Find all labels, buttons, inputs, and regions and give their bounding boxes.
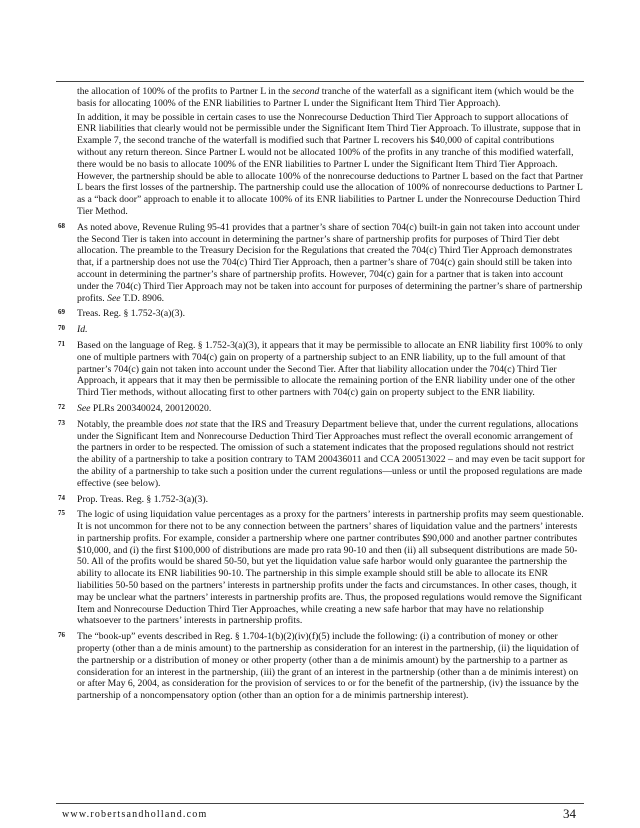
- footnote-number: 70: [58, 324, 65, 333]
- footnote-text: Treas. Reg. § 1.752-3(a)(3).: [77, 308, 186, 320]
- footnote-70: [57, 324, 585, 336]
- footnotes-body: [57, 86, 585, 702]
- footnote-74: [57, 494, 585, 506]
- footnote-text: Prop. Treas. Reg. § 1.752-3(a)(3).: [77, 493, 209, 505]
- emphasis-second: second: [292, 86, 320, 97]
- footnote-73: [57, 419, 585, 490]
- continued-footnote-text: the allocation of 100% of the profits to Partner L in the second tranche of the waterfall as a significant item (which would be the basis for allocating 100% of the ENR liabilities to Partner L under the Significant Item Third Tier Approach).: [77, 86, 574, 109]
- footnote-number: 72: [58, 402, 65, 411]
- footnote-number: 69: [58, 308, 65, 317]
- footnote-69: [57, 308, 585, 320]
- footnote-text: Based on the language of Reg. § 1.752-3(a)(3), it appears that it may be permissible to allocate an ENR liability first 100% to only one of multiple partners with 704(c) gain on property of a partnership subject to an ENR liability, up to the full amount of that partner’s 704(c) gain not taken into account under the Second Tier. After that liability allocation under the 704(c) Third Tier Approach, it appears that it may then be permissible to allocate the remaining portion of the ENR liability under one of the other Third Tier methods, without allocating first to other partners with 704(c) gain on property subject to the ENR liability.: [77, 339, 583, 399]
- header-rule: [56, 81, 584, 82]
- footnote-number: 68: [58, 221, 65, 230]
- footnote-68: [57, 222, 585, 305]
- citation-signal: See: [77, 402, 91, 414]
- emphasis-not: not: [185, 418, 198, 430]
- footnote-number: 75: [58, 509, 65, 518]
- continued-footnote-paragraph: In addition, it may be possible in certain cases to use the Nonrecourse Deduction Third Tier Approach to support allocations of ENR liabilities that clearly would not be permissible under the Significant Item Third Tier Approach. To illustrate, suppose that in Example 7, the second tranche of the waterfall is modified such that Partner L recovers his $40,000 of capital contributions without any return thereon. Since Partner L would not be allocated 100% of the profits in any tranche of this modified waterfall, there would be no basis to allocate 100% of the ENR liabilities to Partner L under the Significant Item Third Tier Approach. However, the partnership should be able to allocate 100% of the nonrecourse deductions to Partner L based on the fact that Partner L bears the first losses of the partnership. The partnership could use the allocation of 100% of nonrecourse deductions to Partner L as a “back door” approach to enable it to allocate 100% of its ENR liabilities to Partner L under the Nonrecourse Deduction Third Tier Method.: [77, 111, 584, 217]
- footnote-text: The logic of using liquidation value percentages as a proxy for the partners’ interests in partnership profits may seem questionable. It is not uncommon for there not to be any connection between the partners’ shares of liquidation value and the partners’ interests in partnership profits. For example, consider a partnership where one partner contributes $90,000 and another partner contributes $10,000, and (i) the first $100,000 of distributions are made pro rata 90-10 and then (ii) all subsequent distributions are made 50-50. All of the profits would be shared 50-50, but yet the liquidation value safe harbor would only guarantee the partnership the ability to allocate its ENR liabilities 90-10. The partnership in this simple example should still be able to allocate its ENR liabilities 50-50 based on the partners’ interests in partnership profits under the facts and circumstances. In other cases, though, it may be unclear what the partners’ interests in partnership profits are. Thus, the proposed regulations would remove the Significant Item and Nonrecourse Deduction Third Tier Approaches, while creating a new safe harbor that may have no relationship whatsoever to the partners’ interests in partnership profits.: [77, 509, 584, 627]
- footnote-text: state that the IRS and Treasury Department believe that, under the current regulations, allocations under the Significant Item and Nonrecourse Deduction Third Tier Approaches must reflect the overall economic arrangement of the partners in order to be respected. The omission of such a statement indicates that the proposed regulations should not restrict the ability of a partnership to take a position contrary to TAM 200436011 and CCA 200513022 – and may even be tacit support for the ability of a partnership to take such a position under the current regulations—unless or until the proposed regulations are made effective (see below).: [77, 418, 585, 489]
- footnote-76: [57, 631, 585, 702]
- footnote-71: [57, 340, 585, 399]
- footnote-75: [57, 509, 585, 627]
- footnote-text: Id.: [77, 324, 88, 336]
- footnote-number: 73: [58, 418, 65, 427]
- footer-rule: [56, 803, 584, 804]
- footnote-number: 71: [58, 339, 65, 348]
- footer-website-link[interactable]: www.robertsandholland.com: [62, 809, 208, 820]
- footnote-text: PLRs 200340024, 200120020.: [90, 402, 212, 414]
- footnote-number: 74: [58, 493, 65, 502]
- footnote-text: The “book-up” events described in Reg. § 1.704-1(b)(2)(iv)(f)(5) include the following: (i) a contribution of money or other property (other than a de minis amount) to the partnership as consideration for an interest in the partnership, (ii) the liquidation of the partnership or a distribution of money or other property (other than a de minimis amount) by the partnership to a partner as consideration for an interest in the partnership, (iii) the grant of an interest in the partnership (other than a de minimis interest) on or after May 6, 2004, as consideration for the provision of services to or for the benefit of the partnership, (iv) the issuance by the partnership of a noncompensatory option (other than an option for a de minimis partnership interest).: [77, 631, 579, 702]
- citation: T.D. 8906.: [120, 292, 165, 304]
- footnote-text: Notably, the preamble does: [77, 418, 186, 430]
- citation-signal: See: [107, 292, 121, 304]
- page-number: 34: [563, 806, 576, 821]
- footnote-text: As noted above, Revenue Ruling 95-41 provides that a partner’s share of section 704(c) built-in gain not taken into account under the Second Tier is taken into account in determining the partner’s share of partnership profits for purposes of Third Tier debt allocation. The preamble to the Treasury Decision for the Regulations that created the 704(c) Third Tier Approach demonstrates that, if a partnership does not use the 704(c) Third Tier Approach, then a partner’s share of 704(c) gain should still be taken into account in determining the partner’s share of partnership profits. However, 704(c) gain for a partner that is taken into account under the 704(c) Third Tier Approach may not be taken into account for purposes of determining the partner’s share of partnership profits.: [77, 221, 583, 304]
- footnote-72: [57, 403, 585, 415]
- footnote-number: 76: [58, 631, 65, 640]
